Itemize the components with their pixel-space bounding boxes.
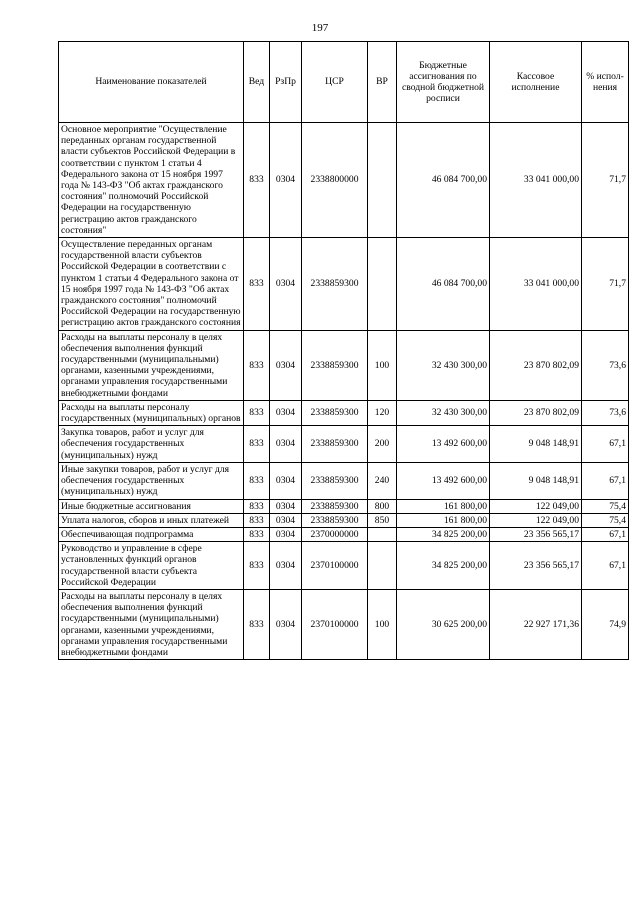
row-budget: 32 430 300,00 bbox=[397, 400, 490, 425]
row-name: Руководство и управление в сфере установленных функций органов государственной власти субъекта Российской Федерации bbox=[59, 542, 244, 590]
row-ved: 833 bbox=[244, 123, 270, 238]
row-ved: 833 bbox=[244, 527, 270, 541]
row-name: Обеспечивающая подпрограмма bbox=[59, 527, 244, 541]
row-budget: 46 084 700,00 bbox=[397, 238, 490, 331]
row-vr: 100 bbox=[368, 589, 397, 659]
row-budget: 161 800,00 bbox=[397, 513, 490, 527]
page-number: 197 bbox=[311, 22, 329, 34]
row-vr: 800 bbox=[368, 499, 397, 513]
row-vr bbox=[368, 123, 397, 238]
row-vr: 120 bbox=[368, 400, 397, 425]
row-ved: 833 bbox=[244, 513, 270, 527]
row-cash: 122 049,00 bbox=[490, 499, 582, 513]
row-csr: 2338859300 bbox=[302, 330, 368, 400]
row-csr: 2338859300 bbox=[302, 426, 368, 463]
row-pct: 73,6 bbox=[582, 400, 629, 425]
row-ved: 833 bbox=[244, 400, 270, 425]
row-ved: 833 bbox=[244, 462, 270, 499]
row-budget: 32 430 300,00 bbox=[397, 330, 490, 400]
table-row bbox=[59, 400, 629, 425]
row-csr: 2338859300 bbox=[302, 499, 368, 513]
row-ved: 833 bbox=[244, 589, 270, 659]
row-csr: 2338859300 bbox=[302, 400, 368, 425]
row-name: Основное мероприятие "Осуществление переданных органам государственной власти субъектов Российской Федерации в соответствии с пунктом 1 статьи 4 Федерального закона от 15 ноября 1997 года № 143-ФЗ "Об актах гражданского состояния" полномочий Российской Федерации на государственную регистрацию актов гражданского состояния" bbox=[59, 123, 244, 238]
table-row bbox=[59, 238, 629, 331]
row-vr: 200 bbox=[368, 426, 397, 463]
row-pct: 71,7 bbox=[582, 123, 629, 238]
table-row bbox=[59, 527, 629, 541]
row-pct: 75,4 bbox=[582, 513, 629, 527]
row-csr: 2338859300 bbox=[302, 238, 368, 331]
table-row bbox=[59, 462, 629, 499]
row-pct: 73,6 bbox=[582, 330, 629, 400]
row-cash: 33 041 000,00 bbox=[490, 123, 582, 238]
row-cash: 23 356 565,17 bbox=[490, 542, 582, 590]
row-rzpr: 0304 bbox=[270, 527, 302, 541]
budget-table bbox=[58, 41, 629, 660]
row-pct: 67,1 bbox=[582, 527, 629, 541]
table-row bbox=[59, 589, 629, 659]
row-budget: 30 625 200,00 bbox=[397, 589, 490, 659]
row-budget: 34 825 200,00 bbox=[397, 542, 490, 590]
row-rzpr: 0304 bbox=[270, 330, 302, 400]
row-cash: 22 927 171,36 bbox=[490, 589, 582, 659]
row-vr bbox=[368, 238, 397, 331]
header-row bbox=[59, 42, 629, 123]
row-budget: 13 492 600,00 bbox=[397, 462, 490, 499]
row-name: Расходы на выплаты персоналу в целях обеспечения выполнения функций государственными (муниципальными) органами, казенными учреждениями, органами управления государственными внебюджетными фондами bbox=[59, 589, 244, 659]
row-vr: 850 bbox=[368, 513, 397, 527]
row-csr: 2338859300 bbox=[302, 462, 368, 499]
row-name: Уплата налогов, сборов и иных платежей bbox=[59, 513, 244, 527]
row-ved: 833 bbox=[244, 330, 270, 400]
table-row bbox=[59, 330, 629, 400]
row-cash: 23 356 565,17 bbox=[490, 527, 582, 541]
header-csr: ЦСР bbox=[302, 42, 368, 123]
row-rzpr: 0304 bbox=[270, 238, 302, 331]
header-rzpr: РзПр bbox=[270, 42, 302, 123]
row-pct: 67,1 bbox=[582, 542, 629, 590]
row-pct: 71,7 bbox=[582, 238, 629, 331]
row-vr bbox=[368, 527, 397, 541]
row-budget: 34 825 200,00 bbox=[397, 527, 490, 541]
row-ved: 833 bbox=[244, 238, 270, 331]
row-csr: 2338800000 bbox=[302, 123, 368, 238]
header-ved: Вед bbox=[244, 42, 270, 123]
row-cash: 9 048 148,91 bbox=[490, 426, 582, 463]
table-row bbox=[59, 542, 629, 590]
table-row bbox=[59, 499, 629, 513]
row-budget: 13 492 600,00 bbox=[397, 426, 490, 463]
header-name: Наименование показателей bbox=[59, 42, 244, 123]
row-name: Иные бюджетные ассигнования bbox=[59, 499, 244, 513]
row-pct: 74,9 bbox=[582, 589, 629, 659]
row-csr: 2370000000 bbox=[302, 527, 368, 541]
row-rzpr: 0304 bbox=[270, 400, 302, 425]
header-vr: ВР bbox=[368, 42, 397, 123]
row-csr: 2338859300 bbox=[302, 513, 368, 527]
row-pct: 75,4 bbox=[582, 499, 629, 513]
row-budget: 161 800,00 bbox=[397, 499, 490, 513]
row-rzpr: 0304 bbox=[270, 513, 302, 527]
row-vr: 240 bbox=[368, 462, 397, 499]
row-pct: 67,1 bbox=[582, 462, 629, 499]
row-name: Расходы на выплаты персоналу государственных (муниципальных) органов bbox=[59, 400, 244, 425]
row-vr: 100 bbox=[368, 330, 397, 400]
row-csr: 2370100000 bbox=[302, 589, 368, 659]
row-ved: 833 bbox=[244, 499, 270, 513]
row-rzpr: 0304 bbox=[270, 426, 302, 463]
row-name: Иные закупки товаров, работ и услуг для обеспечения государственных (муниципальных) нужд bbox=[59, 462, 244, 499]
header-cash: Кассовое исполнение bbox=[490, 42, 582, 123]
row-name: Закупка товаров, работ и услуг для обеспечения государственных (муниципальных) нужд bbox=[59, 426, 244, 463]
table-row bbox=[59, 513, 629, 527]
header-pct: % испол-нения bbox=[582, 42, 629, 123]
row-rzpr: 0304 bbox=[270, 499, 302, 513]
row-rzpr: 0304 bbox=[270, 589, 302, 659]
row-ved: 833 bbox=[244, 426, 270, 463]
row-cash: 122 049,00 bbox=[490, 513, 582, 527]
row-pct: 67,1 bbox=[582, 426, 629, 463]
row-cash: 9 048 148,91 bbox=[490, 462, 582, 499]
row-cash: 23 870 802,09 bbox=[490, 400, 582, 425]
row-rzpr: 0304 bbox=[270, 462, 302, 499]
row-vr bbox=[368, 542, 397, 590]
row-rzpr: 0304 bbox=[270, 542, 302, 590]
row-budget: 46 084 700,00 bbox=[397, 123, 490, 238]
row-cash: 33 041 000,00 bbox=[490, 238, 582, 331]
row-name: Расходы на выплаты персоналу в целях обеспечения выполнения функций государственными (муниципальными) органами, казенными учреждениями, органами управления государственными внебюджетными фондами bbox=[59, 330, 244, 400]
row-rzpr: 0304 bbox=[270, 123, 302, 238]
table-row bbox=[59, 426, 629, 463]
row-ved: 833 bbox=[244, 542, 270, 590]
row-name: Осуществление переданных органам государственной власти субъектов Российской Федерации в соответствии с пунктом 1 статьи 4 Федерального закона от 15 ноября 1997 года № 143-ФЗ "Об актах гражданского состояния" полномочий Российской Федерации на государственную регистрацию актов гражданского состояния bbox=[59, 238, 244, 331]
table-row bbox=[59, 123, 629, 238]
row-csr: 2370100000 bbox=[302, 542, 368, 590]
row-cash: 23 870 802,09 bbox=[490, 330, 582, 400]
header-budget: Бюджетные ассигнования по сводной бюджетной росписи bbox=[397, 42, 490, 123]
